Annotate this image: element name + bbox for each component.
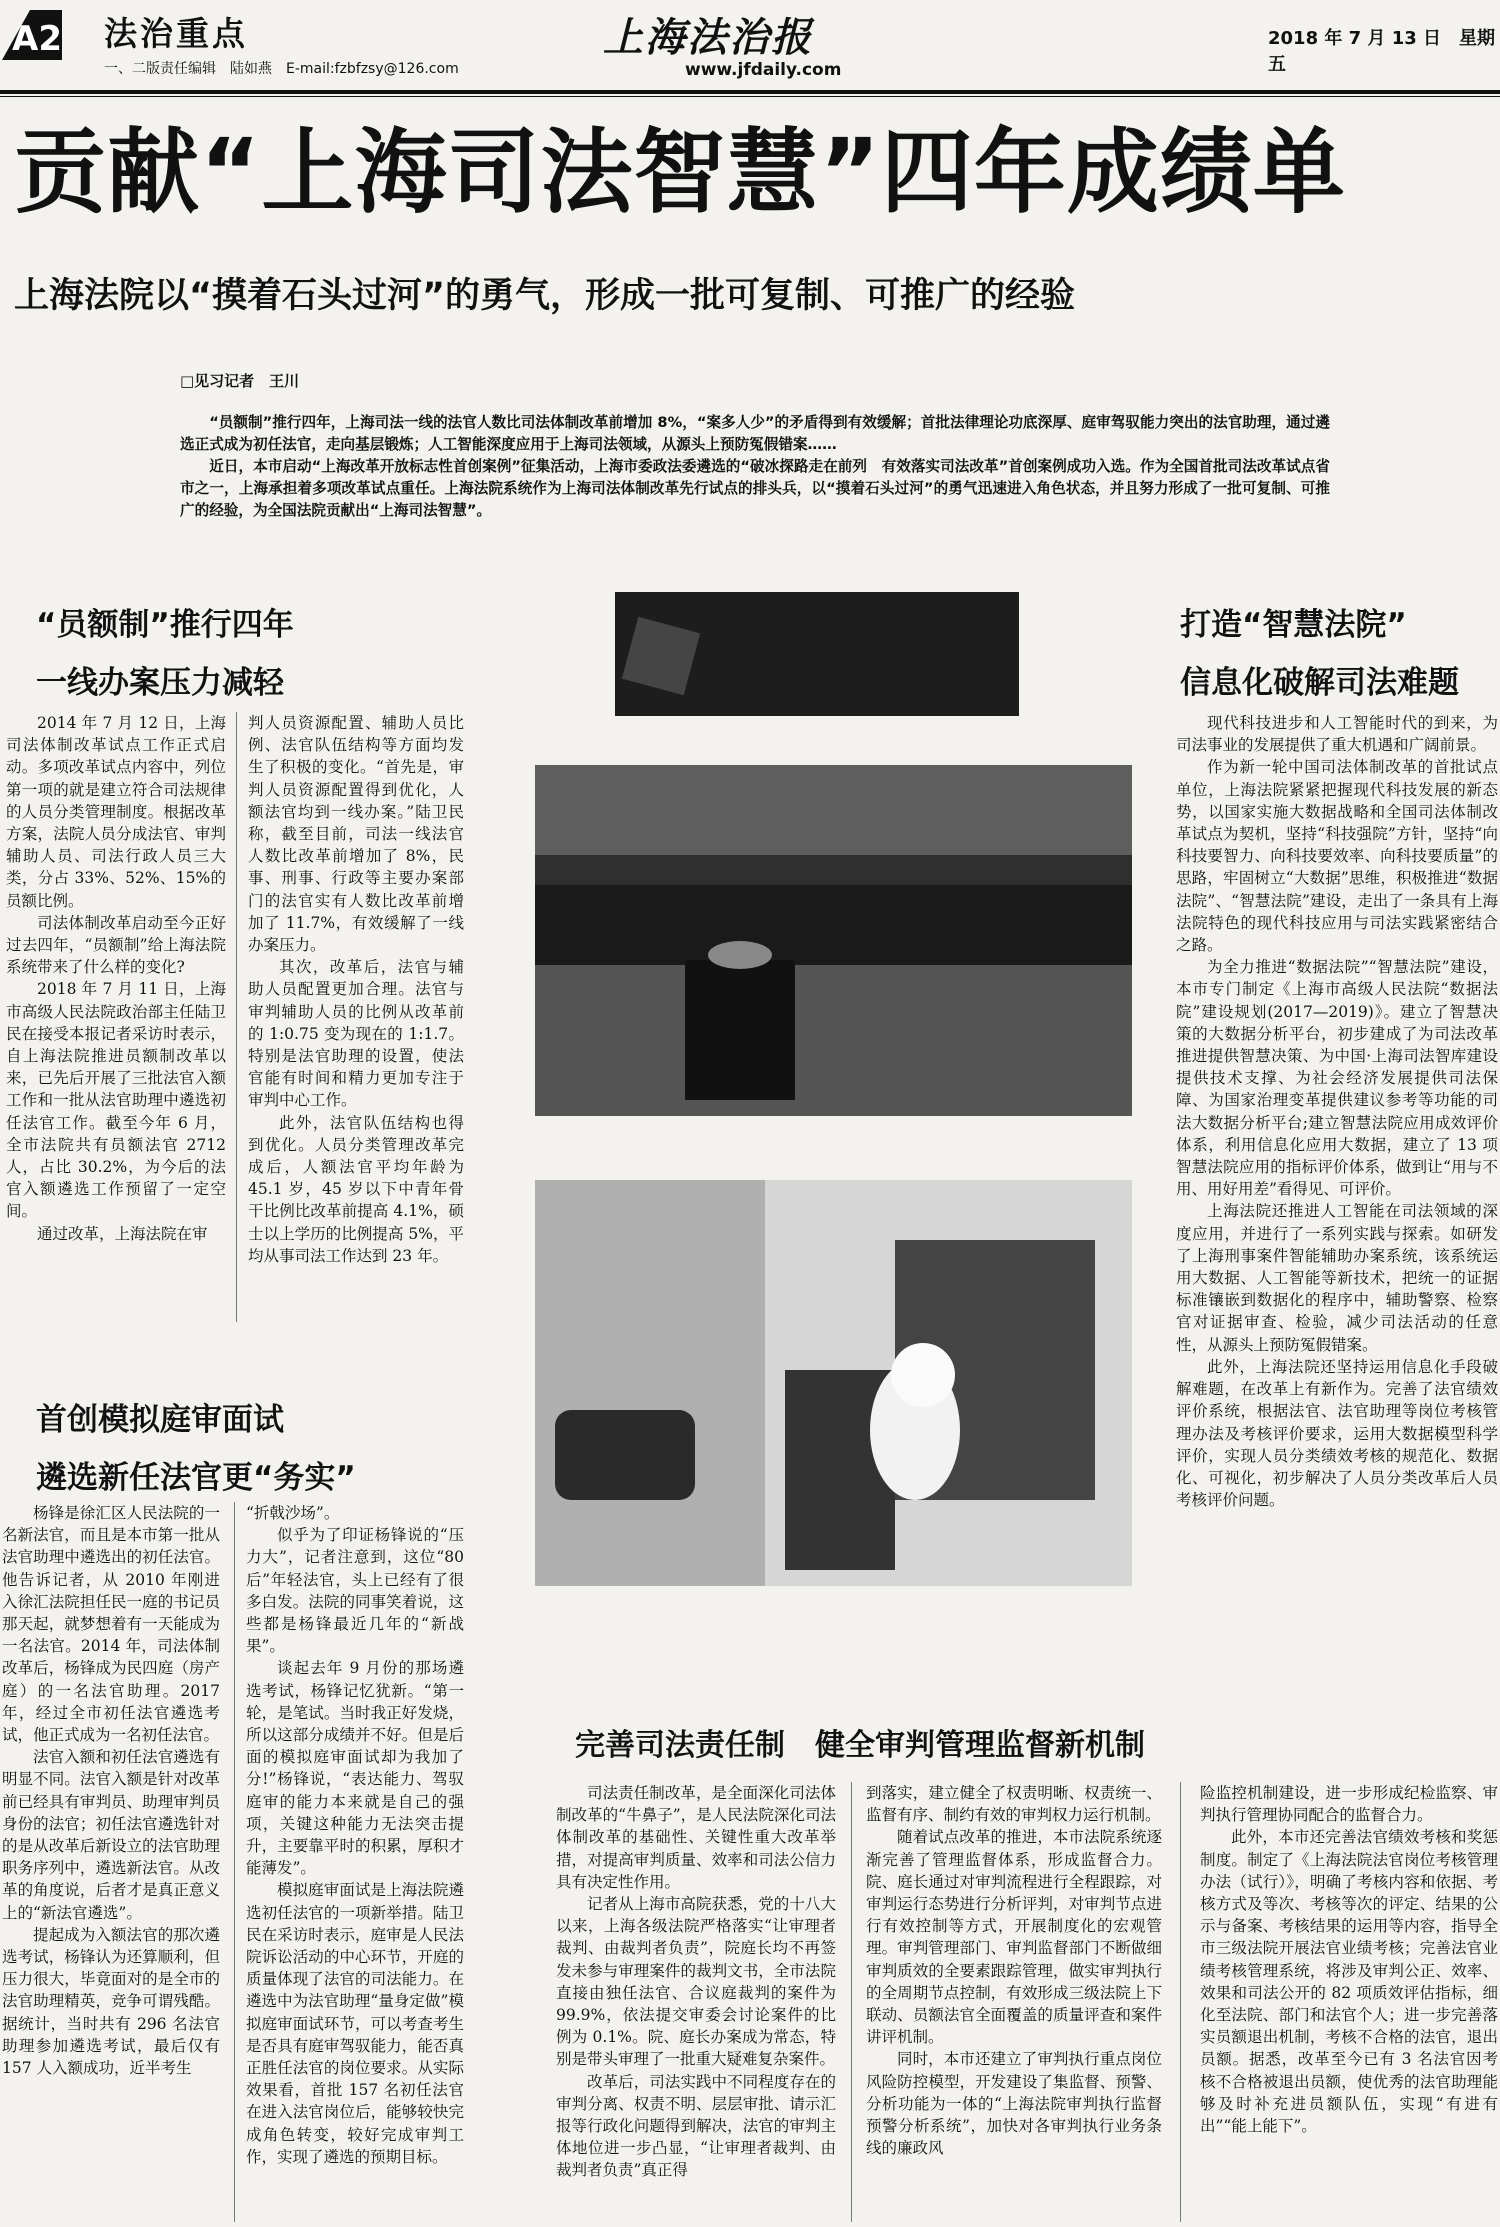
section1-title-line2: 一线办案压力减轻 <box>36 665 284 701</box>
paragraph: 法官入额和初任法官遴选有明显不同。法官入额是针对改革前已经具有审判员、助理审判员身份的法官；初任法官遴选针对的是从改革后新设立的法官助理职务序列中，遴选新法官。从改革的角度说，后者才是真正意义上的“新法官遴选”。 <box>2 1748 220 1922</box>
robot-image <box>535 1180 1132 1586</box>
section1-column-a <box>6 712 226 1322</box>
paragraph: 其次，改革后，法官与辅助人员配置更加合理。法官与审判辅助人员的比例从改革前的 1:0.75 变为现在的 1:1.7。特别是法官助理的设置，使法官能有时间和精力更加专注于审判中心工作。 <box>248 958 464 1110</box>
paragraph: 此外，本市还完善法官绩效考核和奖惩制度。制定了《上海法院法官岗位考核管理办法（试行）》，明确了考核内容和依据、考核方式及等次、考核等次的评定、结果的公示与备案、考核结果的运用等内容，指导全市三级法院开展法官业绩考核；完善法官业绩考核管理系统，将涉及审判公正、效率、效果和司法公开的 82 项质效评估指标，细化至法院、部门和法官个人；进一步完善落实员额退出机制，考核不合格的法官，退出员额。据悉，改革至今已有 3 名法官因考核不合格被退出员额，使优秀的法官助理能够及时补充进员额队伍，实现“有进有出”“能上能下”。 <box>1200 1828 1498 2136</box>
robot-photo <box>535 1180 1132 1586</box>
paragraph: 到落实，建立健全了权责明晰、权责统一、监督有序、制约有效的审判权力运行机制。 <box>866 1784 1162 1825</box>
paragraph: 判人员资源配置、辅助人员比例、法官队伍结构等方面均发生了积极的变化。“首先是，审判人员资源配置得到优化，人额法官均到一线办案。”陆卫民称，截至目前，司法一线法官人数比改革前增加了 8%，民事、刑事、行政等主要办案部门的法官实有人数比改革前增加了 11.7%，有效缓解了一线办案压力。 <box>248 714 464 955</box>
section4-column-c <box>1200 1782 1498 2222</box>
oath-ceremony-image <box>535 765 1132 1116</box>
paragraph: 同时，本市还建立了审判执行重点岗位风险防控模型，开发建设了集监督、预警、分析功能为一体的“上海法院审判执行监督预警分析系统”，加快对各审判执行业务条线的廉政风 <box>866 2050 1162 2158</box>
lede-paragraph: “员额制”推行四年，上海司法一线的法官人数比司法体制改革前增加 8%，“案多人少”的矛盾得到有效缓解；首批法律理论功底深厚、庭审驾驭能力突出的法官助理，通过遴选正式成为初任法官，走向基层锻炼；人工智能深度应用于上海司法领域，从源头上预防冤假错案…… <box>180 414 1330 453</box>
masthead-rule <box>0 90 1500 94</box>
paragraph: 此外，上海法院还坚持运用信息化手段破解难题，在改革上有新作为。完善了法官绩效评价系统，根据法官、法官助理等岗位考核管理办法及考核评价要求，运用大数据模型科学评价，实现人员分类绩效考核的规范化、数据化、可视化，初步解决了人员分类改革后人员考核评价问题。 <box>1176 1357 1498 1510</box>
newspaper-name: 上海法治报 <box>603 14 813 61</box>
masthead-rule-thin <box>0 96 1500 97</box>
subheadline: 上海法院以“摸着石头过河”的勇气，形成一批可复制、可推广的经验 <box>14 276 1076 316</box>
section3-column <box>1176 712 1498 1647</box>
banner-graphic <box>615 592 1019 716</box>
section4-column-a <box>556 1782 836 2222</box>
paragraph: 通过改革，上海法院在审 <box>37 1224 208 1243</box>
page-number: A2 <box>12 19 62 59</box>
column-divider <box>851 1782 852 2222</box>
section2-column-b <box>246 1502 464 2222</box>
paragraph: 2018 年 7 月 11 日，上海市高级人民法院政治部主任陆卫民在接受本报记者采访时表示，自上海法院推进员额制改革以来，已先后开展了三批法官入额工作和一批从法官助理中遴选初任法官工作。截至今年 6 月，全市法院共有员额法官 2712 人，占比 30.2%，为今后的法官入额遴选工作预留了一定空间。 <box>6 980 226 1221</box>
paragraph: “折戟沙场”。 <box>246 1504 340 1522</box>
paragraph: 模拟庭审面试是上海法院遴选初任法官的一项新举措。陆卫民在采访时表示，庭审是人民法院诉讼活动的中心环节，开庭的质量体现了法官的司法能力。在遴选中为法官助理“量身定做”模拟庭审面试环节，可以考查考生是否具有庭审驾驭能力，能否真正胜任法官的岗位要求。从实际效果看，首批 157 名初任法官在进入法官岗位后，能够较快完成角色转变，较好完成审判工作，实现了遴选的预期目标。 <box>246 1881 464 2166</box>
section3-title-line2: 信息化破解司法难题 <box>1180 665 1459 701</box>
paragraph: 司法体制改革启动至今正好过去四年，“员额制”给上海法院系统带来了什么样的变化? <box>6 913 226 977</box>
section1-column-b <box>248 712 464 1322</box>
page-number-badge <box>0 8 64 62</box>
section-title: 法治重点 <box>104 14 248 53</box>
newspaper-url[interactable]: www.jfdaily.com <box>685 60 842 80</box>
paragraph: 此外，法官队伍结构也得到优化。人员分类管理改革完成后，人额法官平均年龄为 45.1 岁，45 岁以下中青年骨干比例比改革前提高 4.1%，硕士以上学历的比例提高 5%，平均从事司法工作达到 23 年。 <box>248 1113 464 1265</box>
section1-title-line1: “员额制”推行四年 <box>36 607 294 643</box>
paragraph: 记者从上海市高院获悉，党的十八大以来，上海各级法院严格落实“让审理者裁判、由裁判者负责”，院庭长均不再签发未参与审理案件的裁判文书，全市法院直接由独任法官、合议庭裁判的案件为 99.9%，依法提交审委会讨论案件的比例为 0.1%。院、庭长办案成为常态，特别是带头审理了一批重大疑难复杂案件。 <box>556 1895 836 2069</box>
issue-date: 2018 年 7 月 13 日 星期五 <box>1268 28 1496 75</box>
paragraph: 2014 年 7 月 12 日，上海司法体制改革试点工作正式启动。多项改革试点内容中，列位第一项的就是建立符合司法规律的人员分类管理制度。根据改革方案，法院人员分成法官、审判辅助人员、司法行政人员三大类，分占 33%、52%、15%的员额比例。 <box>6 714 226 910</box>
section3-title-line1: 打造“智慧法院” <box>1180 607 1407 643</box>
section4-title: 完善司法责任制 健全审判管理监督新机制 <box>575 1728 1145 1763</box>
section1-title <box>36 600 294 708</box>
series-banner <box>615 592 1019 716</box>
paragraph: 谈起去年 9 月份的那场遴选考试，杨锋记忆犹新。“第一轮，是笔试。当时我正好发烧，所以这部分成绩并不好。但是后面的模拟庭审面试却为我加了分!”杨锋说，“表达能力、驾驭庭审的能力本来就是自己的强项，关键这种能力无法突击提升，主要靠平时的积累，厚积才能薄发”。 <box>246 1659 464 1878</box>
byline: □见习记者 王川 <box>180 372 300 390</box>
section4-column-b <box>866 1782 1162 2222</box>
paragraph: 司法责任制改革，是全面深化司法体制改革的“牛鼻子”，是人民法院深化司法体制改革的基础性、关键性重大改革举措，对提高审判质量、效率和司法公信力具有决定性作用。 <box>556 1784 836 1891</box>
paragraph: 为全力推进“数据法院”“智慧法院”建设，本市专门制定《上海市高级人民法院“数据法院”建设规划(2017—2019)》。建立了智慧决策的大数据分析平台，初步建成了为司法改革推进提供智慧决策、为中国·上海司法智库建设提供技术支撑、为社会经济发展提供司法保障、为国家治理变革提供建议参考等功能的司法大数据分析平台;建立智慧法院应用成效评价体系，利用信息化应用大数据，建立了 13 项智慧法院应用的指标评价体系，做到让“用与不用、用好用差”看得见、可评价。 <box>1176 958 1498 1199</box>
headline: 贡献“上海司法智慧”四年成绩单 <box>14 119 1346 226</box>
column-divider <box>234 1502 235 2222</box>
paragraph: 上海法院还推进人工智能在司法领域的深度应用，并进行了一系列实践与探索。如研发了上海刑事案件智能辅助办案系统，该系统运用大数据、人工智能等新技术，把统一的证据标准镶嵌到数据化的程序中，辅助警察、检察官对证据审查、检验，减少司法活动的任意性，从源头上预防冤假错案。 <box>1176 1202 1498 1354</box>
paragraph: 提起成为入额法官的那次遴选考试，杨锋认为还算顺利，但压力很大，毕竟面对的是全市的法官助理精英，竞争可谓残酷。据统计，当时共有 296 名法官助理参加遴选考试，最后仅有 157 人入额成功，近半考生 <box>2 1925 220 2078</box>
column-divider <box>236 712 237 1322</box>
paragraph: 似乎为了印证杨锋说的“压力大”，记者注意到，这位“80 后”年轻法官，头上已经有了很多白发。法院的同事笑着说，这些都是杨锋最近几年的“新战果”。 <box>246 1526 464 1656</box>
masthead <box>0 0 1500 95</box>
column-divider <box>1180 1782 1181 2222</box>
lede <box>180 412 1330 522</box>
lede-paragraph: 近日，本市启动“上海改革开放标志性首创案例”征集活动，上海市委政法委遴选的“破冰探路走在前列 有效落实司法改革”首创案例成功入选。作为全国首批司法改革试点省市之一，上海承担着多项改革试点重任。上海法院系统作为上海司法体制改革先行试点的排头兵，以“摸着石头过河”的勇气迅速进入角色状态，并且努力形成了一批可复制、可推广的经验，为全国法院贡献出“上海司法智慧”。 <box>180 458 1330 519</box>
paragraph: 杨锋是徐汇区人民法院的一名新法官，而且是本市第一批从法官助理中遴选出的初任法官。他告诉记者，从 2010 年刚进入徐汇法院担任民一庭的书记员那天起，就梦想着有一天能成为一名法官。2014 年，司法体制改革后，杨锋成为民四庭（房产庭）的一名法官助理。2017 年，经过全市初任法官遴选考试，他正式成为一名初任法官。 <box>2 1504 220 1745</box>
oath-ceremony-photo <box>535 765 1132 1116</box>
paragraph: 作为新一轮中国司法体制改革的首批试点单位，上海法院紧紧把握现代科技发展的新态势，以国家实施大数据战略和全国司法体制改革试点为契机，坚持“科技强院”方针，坚持“向科技要智力、向科技要效率、向科技要质量”的思路，牢固树立“大数据”思维，积极推进“数据法院”、“智慧法院”建设，走出了一条具有上海法院特色的现代科技应用与司法实践紧密结合之路。 <box>1176 758 1498 955</box>
section3-title <box>1180 600 1459 708</box>
section2-title-line1: 首创模拟庭审面试 <box>36 1402 284 1438</box>
section2-title <box>36 1395 356 1503</box>
paragraph: 险监控机制建设，进一步形成纪检监察、审判执行管理协同配合的监督合力。 <box>1200 1784 1498 1825</box>
paragraph: 随着试点改革的推进，本市法院系统逐渐完善了管理监督体系，形成监督合力。院、庭长通过对审判流程进行全程跟踪，对审判运行态势进行分析评判，对审判节点进行有效控制等方式，开展制度化的宏观管理。审判管理部门、审判监督部门不断做细审判质效的全要素跟踪管理，做实审判执行的全周期节点控制，有效形成三级法院上下联动、员额法官全面覆盖的质量评查和案件讲评机制。 <box>866 1828 1162 2047</box>
section2-column-a <box>2 1502 220 2222</box>
section2-title-line2: 遴选新任法官更“务实” <box>36 1460 356 1496</box>
paragraph: 改革后，司法实践中不同程度存在的审判分离、权责不明、层层审批、请示汇报等行政化问题得到解决，法官的审判主体地位进一步凸显，“让审理者裁判、由裁判者负责”真正得 <box>556 2072 836 2180</box>
paragraph: 现代科技进步和人工智能时代的到来，为司法事业的发展提供了重大机遇和广阔前景。 <box>1176 714 1498 755</box>
editors-line: 一、二版责任编辑 陆如燕 E-mail:fzbfzsy@126.com <box>104 61 459 77</box>
